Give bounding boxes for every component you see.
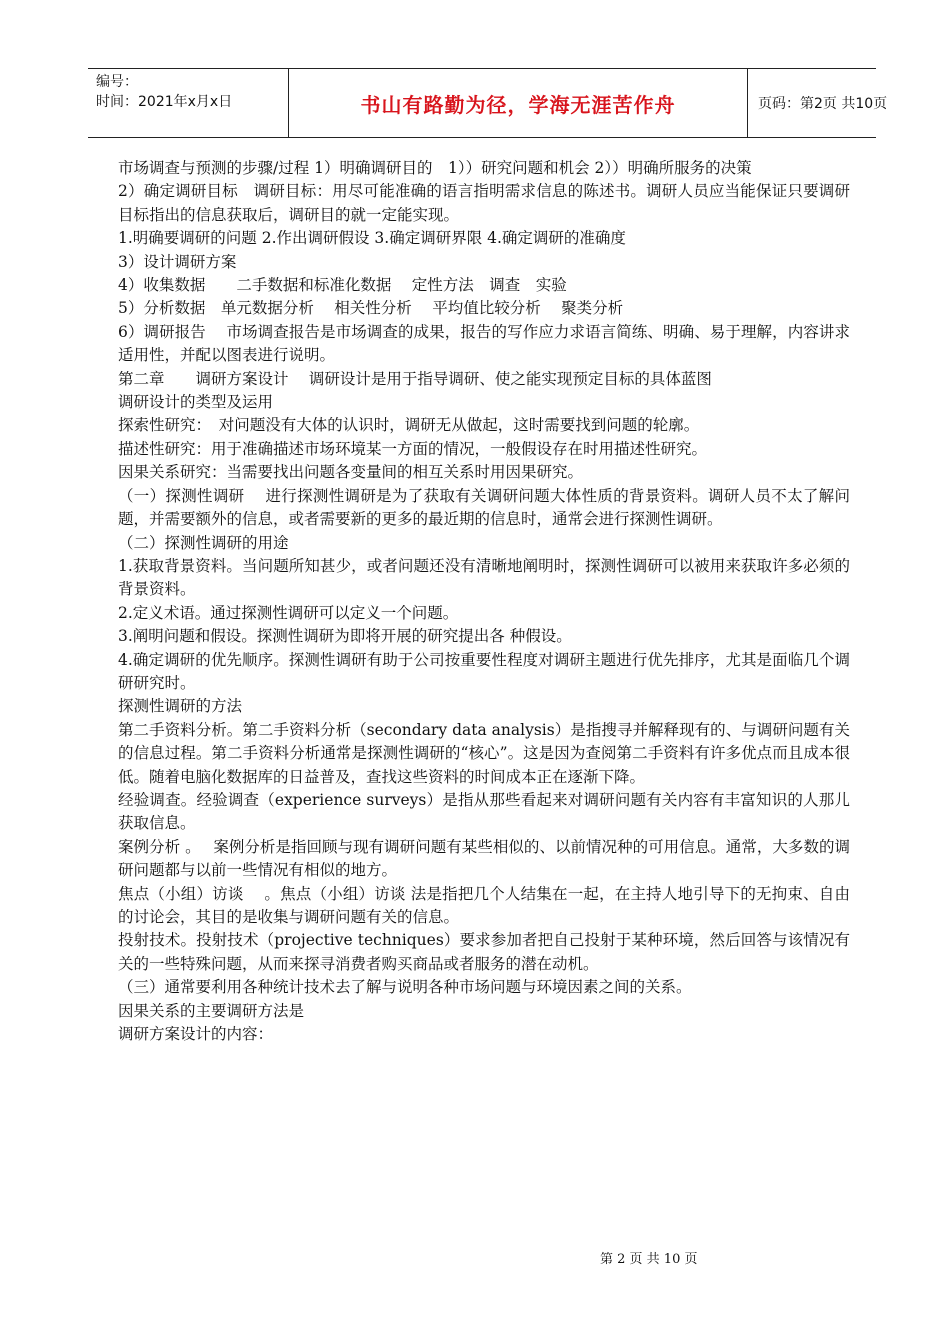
section-heading: 第二章 调研方案设计 调研设计是用于指导调研、使之能实现预定目标的具体蓝图 xyxy=(118,369,712,388)
paragraph: 探测性调研的方法 xyxy=(118,697,243,716)
paragraph: 探索性研究： 对问题没有大体的认识时，调研无从做起，这时需要找到问题的轮廓。 xyxy=(118,416,700,435)
paragraph: 3.阐明问题和假设。探测性调研为即将开展的研究提出各 种假设。 xyxy=(118,627,572,646)
paragraph: （三）通常要利用各种统计技术去了解与说明各种市场问题与环境因素之间的关系。 xyxy=(118,978,692,997)
document-time-label: 时间：2021年x月x日 xyxy=(96,94,233,110)
page-header xyxy=(88,68,888,138)
paragraph: 1.获取背景资料。当问题所知甚少，或者问题还没有清晰地阐明时，探测性调研可以被用来获取许多必须的背景资料。 xyxy=(118,556,850,599)
paragraph: 2）确定调研目标 调研目标：用尽可能准确的语言指明需求信息的陈述书。调研人员应当能保证只要调研目标指出的信息获取后，调研目的就一定能实现。 xyxy=(118,182,850,224)
paragraph: 因果关系的主要调研方法是 xyxy=(118,1001,305,1020)
paragraph: 第二手资料分析。第二手资料分析（secondary data analysis）是指搜寻并解释现有的、与调研问题有关的信息过程。第二手资料分析通常是探测性调研的“核心”。这是因为查阅第二手资料有许多优点而且成本很低。随着电脑化数据库的日益普及，查找这些资料的时间成本正在逐渐下降。 xyxy=(118,720,850,786)
paragraph: 4.确定调研的优先顺序。探测性调研有助于公司按重要性程度对调研主题进行优先排序，尤其是面临几个调研研究时。 xyxy=(118,650,850,692)
paragraph: 调研设计的类型及运用 xyxy=(118,393,274,412)
header-motto: 书山有路勤为径，学海无涯苦作舟 xyxy=(288,69,748,137)
paragraph: 2.定义术语。通过探测性调研可以定义一个问题。 xyxy=(118,603,459,622)
paragraph: 焦点（小组）访谈 。焦点（小组）访谈 法是指把几个人结集在一起，在主持人地引导下的无拘束、自由的讨论会，其目的是收集与调研问题有关的信息。 xyxy=(118,884,850,926)
paragraph: 描述性研究：用于准确描述市场环境某一方面的情况，一般假设存在时用描述性研究。 xyxy=(118,439,708,458)
paragraph: 4）收集数据 二手数据和标准化数据 定性方法 调查 实验 xyxy=(118,276,567,295)
paragraph: 经验调查。经验调查（experience surveys）是指从那些看起来对调研问题有关内容有丰富知识的人那儿获取信息。 xyxy=(118,790,850,833)
document-body xyxy=(118,157,850,1046)
paragraph: 5）分析数据 单元数据分析 相关性分析 平均值比较分析 聚类分析 xyxy=(118,299,624,318)
header-page-label: 页码：第2页 共10页 xyxy=(758,96,888,112)
paragraph: 案例分析 。 案例分析是指回顾与现有调研问题有某些相似的、以前情况种的可用信息。通常，大多数的调研问题都与以前一些情况有相似的地方。 xyxy=(118,837,850,880)
paragraph: 3）设计调研方案 xyxy=(118,252,237,271)
page-footer: 第 2 页 共 10 页 xyxy=(600,1252,698,1267)
paragraph: 调研方案设计的内容： xyxy=(118,1025,274,1044)
paragraph: 1.明确要调研的问题 2.作出调研假设 3.确定调研界限 4.确定调研的准确度 xyxy=(118,229,626,248)
paragraph: 6）调研报告 市场调查报告是市场调查的成果，报告的写作应力求语言简练、明确、易于理解，内容讲求适用性，并配以图表进行说明。 xyxy=(118,322,850,365)
header-meta xyxy=(88,69,288,137)
paragraph: 市场调查与预测的步骤/过程 1）明确调研目的 1））研究问题和机会 2））明确所服务的决策 xyxy=(118,159,752,177)
paragraph: 因果关系研究：当需要找出问题各变量间的相互关系时用因果研究。 xyxy=(118,463,584,482)
paragraph: 投射技术。投射技术（projective techniques）要求参加者把自己投射于某种环境，然后回答与该情况有关的一些特殊问题，从而来探寻消费者购买商品或者服务的潜在动机。 xyxy=(118,931,850,973)
paragraph: （一）探测性调研 进行探测性调研是为了获取有关调研问题大体性质的背景资料。调研人员不太了解问题，并需要额外的信息，或者需要新的更多的最近期的信息时，通常会进行探测性调研。 xyxy=(118,486,850,529)
document-number-label: 编号： xyxy=(96,74,138,90)
paragraph: （二）探测性调研的用途 xyxy=(118,533,289,552)
